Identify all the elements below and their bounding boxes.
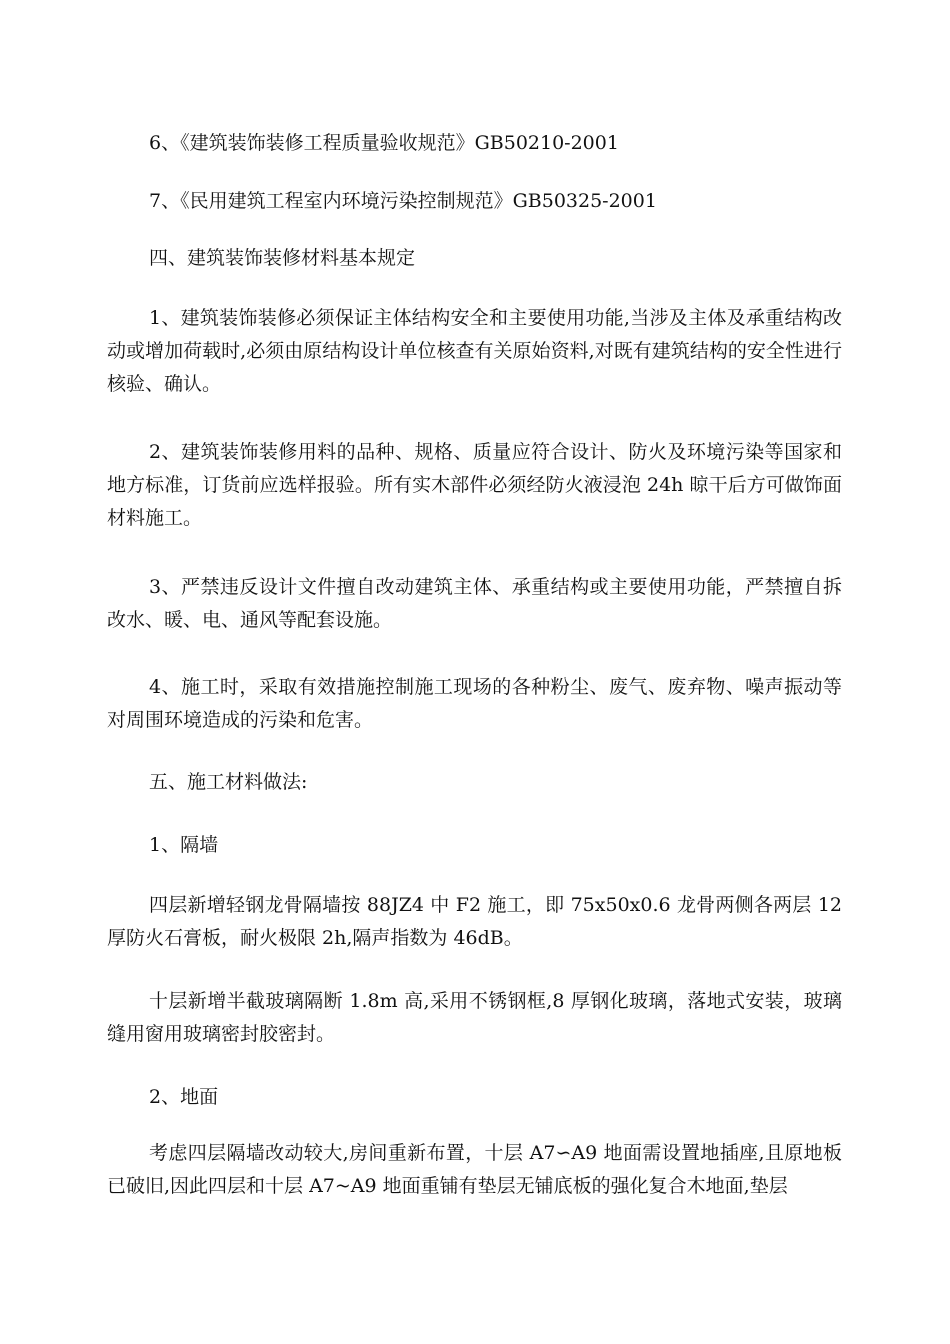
paragraph-rule-4: 4、施工时，采取有效措施控制施工现场的各种粉尘、废气、废弃物、噪声振动等对周围环境造成的污染和危害。 — [107, 676, 842, 731]
paragraph-rule-3: 3、严禁违反设计文件擅自改动建筑主体、承重结构或主要使用功能，严禁擅自拆改水、暖、电、通风等配套设施。 — [107, 576, 842, 631]
subheading-partition-wall: 1、隔墙 — [149, 834, 219, 856]
paragraph-partition-floor-4: 四层新增轻钢龙骨隔墙按 88JZ4 中 F2 施工，即 75x50x0.6 龙骨两侧各两层 12 厚防火石膏板，耐火极限 2h,隔声指数为 46dB。 — [107, 894, 842, 949]
paragraph-rule-1: 1、建筑装饰装修必须保证主体结构安全和主要使用功能,当涉及主体及承重结构改动或增加荷载时,必须由原结构设计单位核查有关原始资料,对既有建筑结构的安全性进行核验、确认。 — [107, 307, 842, 395]
paragraph-partition-floor-10: 十层新增半截玻璃隔断 1.8m 高,采用不锈钢框,8 厚钢化玻璃，落地式安装，玻璃缝用窗用玻璃密封胶密封。 — [107, 990, 842, 1045]
subheading-floor: 2、地面 — [149, 1086, 219, 1108]
paragraph-floor-detail: 考虑四层隔墙改动较大,房间重新布置，十层 A7∽A9 地面需设置地插座,且原地板已破旧,因此四层和十层 A7~A9 地面重铺有垫层无铺底板的强化复合木地面,垫层 — [107, 1142, 842, 1197]
section-heading-5: 五、施工材料做法: — [149, 771, 308, 793]
paragraph-standard-6: 6、《建筑装饰装修工程质量验收规范》GB50210-2001 — [149, 132, 619, 154]
section-heading-4: 四、建筑装饰装修材料基本规定 — [149, 247, 416, 269]
paragraph-standard-7: 7、《民用建筑工程室内环境污染控制规范》GB50325-2001 — [149, 190, 657, 212]
paragraph-rule-2: 2、建筑装饰装修用料的品种、规格、质量应符合设计、防火及环境污染等国家和地方标准，订货前应选样报验。所有实木部件必须经防火液浸泡 24h 晾干后方可做饰面材料施工。 — [107, 441, 842, 529]
